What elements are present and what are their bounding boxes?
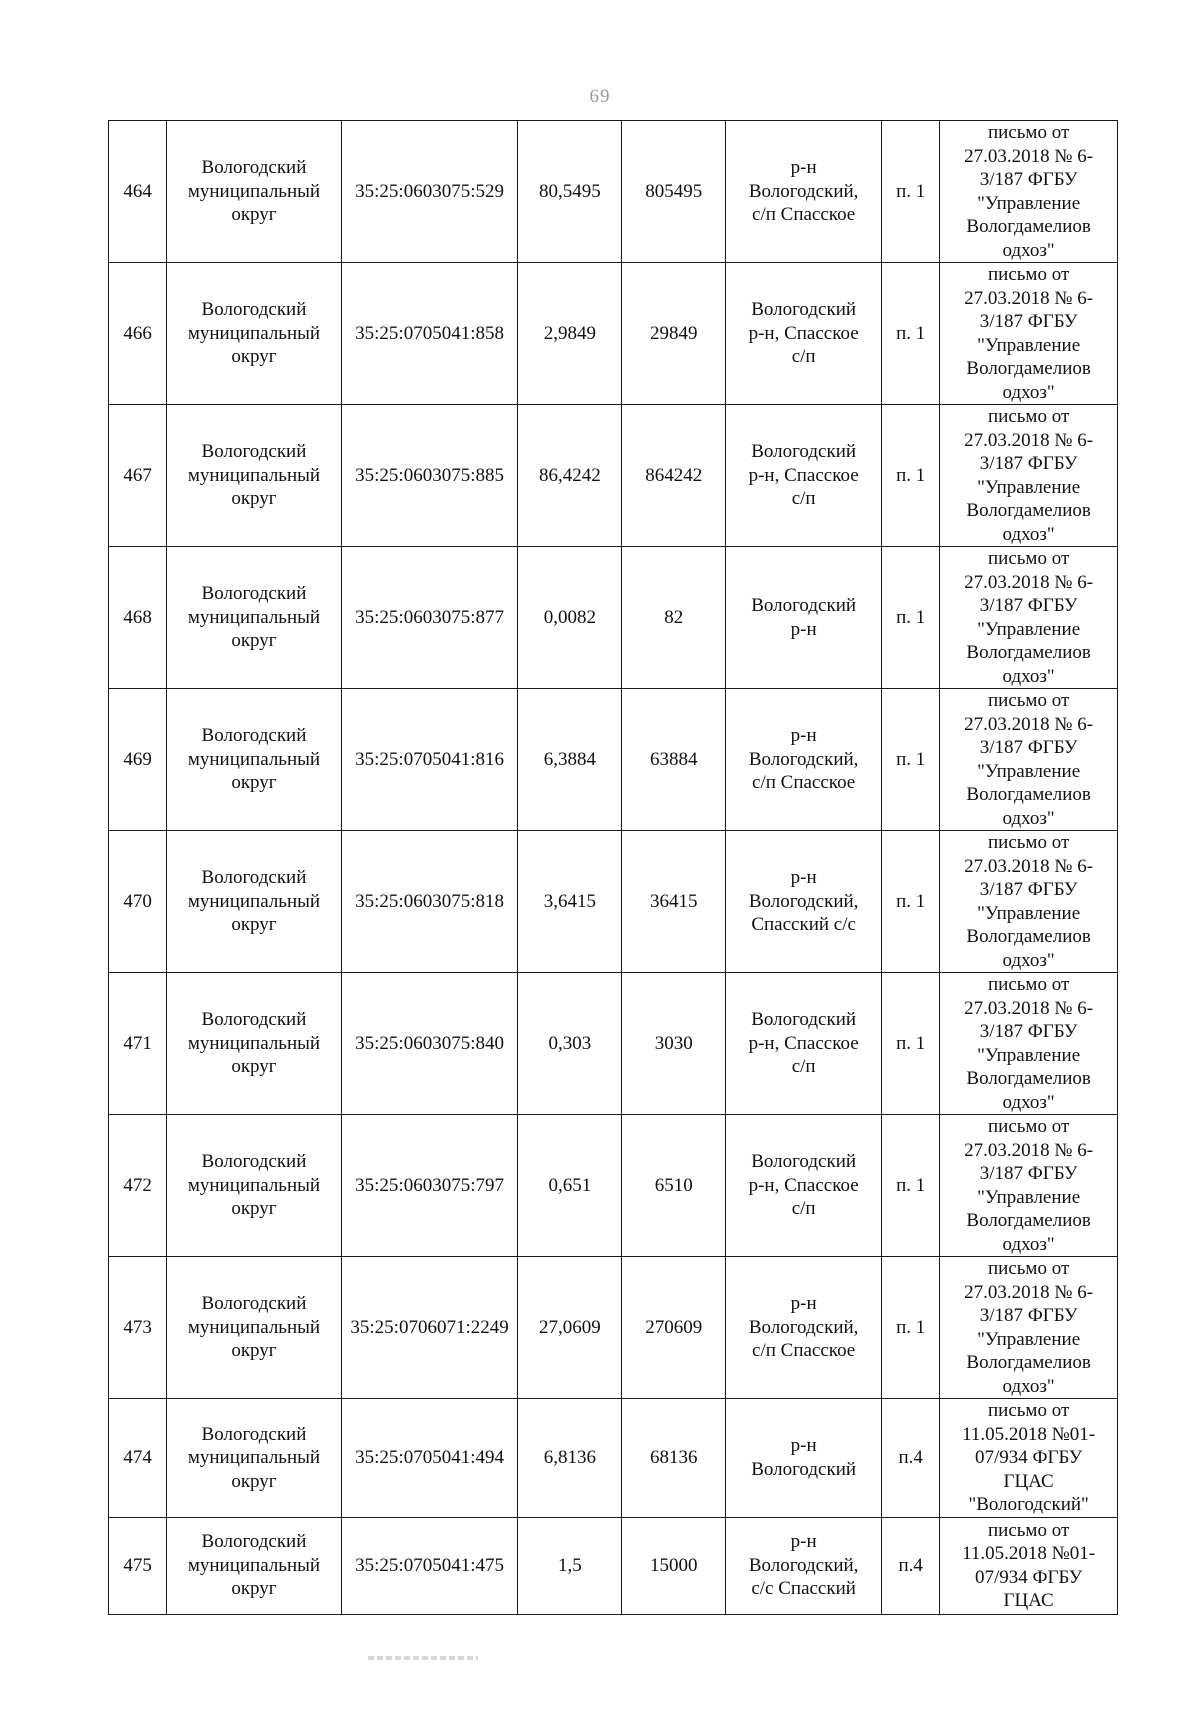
basis-document-cell xyxy=(940,1257,1118,1399)
municipality-line: Вологодский xyxy=(201,1151,307,1173)
area-hectares-cell: 0,303 xyxy=(518,973,622,1115)
cadastral-number-cell: 35:25:0706071:2249 xyxy=(341,1257,518,1399)
basis-document-line: 27.03.2018 № 6- xyxy=(964,429,1094,451)
basis-document-line: одхоз" xyxy=(1002,1233,1055,1255)
cadastral-number-cell: 35:25:0603075:877 xyxy=(341,547,518,689)
basis-document-line: письмо от xyxy=(987,690,1070,711)
basis-document-line: Вологдамелиов xyxy=(966,216,1091,237)
land-plots-table xyxy=(108,120,1118,1615)
location-line: р-н, Спасское xyxy=(748,1032,859,1054)
location-cell xyxy=(726,547,882,689)
municipality-line: Вологодский xyxy=(201,867,307,889)
location-line: р-н, Спасское xyxy=(748,464,859,486)
basis-document-line: письмо от xyxy=(987,264,1070,285)
location-cell xyxy=(726,1257,882,1399)
area-hectares-cell: 6,8136 xyxy=(518,1399,622,1518)
basis-document-cell xyxy=(940,547,1118,689)
location-line: Вологодский, xyxy=(748,1554,859,1576)
municipality-line: округ xyxy=(231,204,277,226)
location-cell xyxy=(726,831,882,973)
page-number: 69 xyxy=(589,86,611,107)
footer-mark xyxy=(368,1656,478,1660)
municipality-cell xyxy=(167,547,342,689)
location-line: Вологодский, xyxy=(748,1316,859,1338)
location-line: Вологодский xyxy=(751,595,857,616)
cadastral-number-cell: 35:25:0603075:885 xyxy=(341,405,518,547)
basis-document-line: 11.05.2018 №01- xyxy=(962,1543,1096,1564)
location-line: р-н xyxy=(790,867,817,889)
basis-document-line: ГЦАС xyxy=(1003,1470,1054,1492)
area-hectares-cell: 2,9849 xyxy=(518,263,622,405)
location-line: р-н, Спасское xyxy=(748,322,859,344)
location-cell xyxy=(726,973,882,1115)
location-line: с/п Спасское xyxy=(752,772,856,794)
basis-document-line: 07/934 ФГБУ xyxy=(975,1447,1083,1468)
table-row xyxy=(109,1115,1118,1257)
basis-document-line: "Управление xyxy=(977,1186,1081,1208)
location-line: р-н xyxy=(790,1531,817,1553)
area-sq-meters-cell: 805495 xyxy=(622,121,726,263)
location-line: с/п Спасское xyxy=(752,204,856,226)
area-sq-meters-cell: 15000 xyxy=(622,1517,726,1614)
basis-document-line: 3/187 ФГБУ xyxy=(979,1021,1078,1042)
clause-cell: п. 1 xyxy=(882,121,940,263)
basis-document-line: 11.05.2018 №01- xyxy=(962,1423,1096,1445)
municipality-cell xyxy=(167,1115,342,1257)
municipality-line: Вологодский xyxy=(201,1531,307,1553)
basis-document-line: Вологдамелиов xyxy=(966,1068,1091,1089)
municipality-cell xyxy=(167,973,342,1115)
area-sq-meters-cell: 63884 xyxy=(622,689,726,831)
basis-document-line: "Управление xyxy=(977,192,1081,214)
row-number-cell: 464 xyxy=(109,121,167,263)
row-number-cell: 470 xyxy=(109,831,167,973)
basis-document-line: одхоз" xyxy=(1002,239,1055,261)
basis-document-line: одхоз" xyxy=(1002,1091,1055,1113)
municipality-cell xyxy=(167,831,342,973)
municipality-cell xyxy=(167,263,342,405)
location-line: Вологодский, xyxy=(748,748,859,770)
location-line: р-н xyxy=(790,618,817,640)
clause-cell: п. 1 xyxy=(882,547,940,689)
municipality-line: Вологодский xyxy=(201,157,307,179)
basis-document-cell xyxy=(940,121,1118,263)
basis-document-line: Вологдамелиов xyxy=(966,1352,1091,1373)
clause-cell: п. 1 xyxy=(882,405,940,547)
basis-document-line: одхоз" xyxy=(1002,949,1055,971)
location-line: р-н xyxy=(790,725,817,747)
cadastral-number-cell: 35:25:0705041:816 xyxy=(341,689,518,831)
area-sq-meters-cell: 270609 xyxy=(622,1257,726,1399)
municipality-line: Вологодский xyxy=(201,583,307,605)
cadastral-number-cell: 35:25:0603075:797 xyxy=(341,1115,518,1257)
basis-document-line: "Вологодский" xyxy=(968,1494,1089,1515)
location-line: с/п xyxy=(791,488,816,510)
municipality-line: округ xyxy=(231,630,277,652)
basis-document-cell xyxy=(940,1399,1118,1518)
municipality-line: Вологодский xyxy=(201,725,307,747)
table-row xyxy=(109,973,1118,1115)
clause-cell: п. 1 xyxy=(882,973,940,1115)
table-row xyxy=(109,405,1118,547)
municipality-cell xyxy=(167,121,342,263)
location-cell xyxy=(726,263,882,405)
area-hectares-cell: 80,5495 xyxy=(518,121,622,263)
clause-cell: п.4 xyxy=(882,1399,940,1518)
municipality-line: Вологодский xyxy=(201,1009,307,1031)
basis-document-line: одхоз" xyxy=(1002,1375,1055,1397)
basis-document-line: "Управление xyxy=(977,476,1081,498)
basis-document-line: письмо от xyxy=(987,832,1070,853)
basis-document-line: 27.03.2018 № 6- xyxy=(964,1281,1094,1303)
municipality-line: муниципальный xyxy=(187,1032,321,1054)
basis-document-line: письмо от xyxy=(987,406,1070,427)
municipality-line: округ xyxy=(231,1470,277,1492)
location-cell xyxy=(726,1517,882,1614)
basis-document-line: Вологдамелиов xyxy=(966,500,1091,521)
municipality-line: Вологодский xyxy=(201,299,307,321)
basis-document-line: 07/934 ФГБУ xyxy=(975,1566,1083,1588)
basis-document-line: 3/187 ФГБУ xyxy=(979,879,1078,900)
basis-document-line: письмо от xyxy=(987,1116,1070,1137)
basis-document-line: "Управление xyxy=(977,1328,1081,1350)
location-line: Вологодский xyxy=(751,1458,857,1480)
basis-document-cell xyxy=(940,405,1118,547)
basis-document-line: письмо от xyxy=(987,1519,1070,1541)
basis-document-line: письмо от xyxy=(987,974,1070,995)
basis-document-line: "Управление xyxy=(977,902,1081,924)
basis-document-line: "Управление xyxy=(977,1044,1081,1066)
table-row xyxy=(109,1257,1118,1399)
municipality-line: округ xyxy=(231,772,277,794)
area-hectares-cell: 1,5 xyxy=(518,1517,622,1614)
municipality-line: округ xyxy=(231,1340,277,1362)
basis-document-line: 27.03.2018 № 6- xyxy=(964,571,1094,593)
basis-document-line: Вологдамелиов xyxy=(966,1210,1091,1231)
basis-document-cell xyxy=(940,263,1118,405)
municipality-line: округ xyxy=(231,346,277,368)
area-hectares-cell: 27,0609 xyxy=(518,1257,622,1399)
location-line: р-н, Спасское xyxy=(748,1174,859,1196)
row-number-cell: 471 xyxy=(109,973,167,1115)
basis-document-line: "Управление xyxy=(977,618,1081,640)
municipality-line: Вологодский xyxy=(201,441,307,463)
location-cell xyxy=(726,1399,882,1518)
table-row xyxy=(109,1399,1118,1518)
basis-document-line: 27.03.2018 № 6- xyxy=(964,997,1094,1019)
row-number-cell: 473 xyxy=(109,1257,167,1399)
basis-document-line: "Управление xyxy=(977,334,1081,356)
table-row xyxy=(109,547,1118,689)
basis-document-line: ГЦАС xyxy=(1003,1590,1054,1611)
location-cell xyxy=(726,405,882,547)
municipality-cell xyxy=(167,1517,342,1614)
basis-document-line: письмо от xyxy=(987,548,1070,569)
municipality-cell xyxy=(167,405,342,547)
basis-document-line: 3/187 ФГБУ xyxy=(979,1163,1078,1184)
row-number-cell: 469 xyxy=(109,689,167,831)
row-number-cell: 468 xyxy=(109,547,167,689)
basis-document-line: 3/187 ФГБУ xyxy=(979,311,1078,332)
basis-document-line: письмо от xyxy=(987,1400,1070,1421)
table-row xyxy=(109,263,1118,405)
municipality-line: Вологодский xyxy=(201,1293,307,1315)
basis-document-line: 27.03.2018 № 6- xyxy=(964,855,1094,877)
area-sq-meters-cell: 82 xyxy=(622,547,726,689)
basis-document-line: 3/187 ФГБУ xyxy=(979,1305,1078,1326)
table-body xyxy=(109,121,1118,1615)
basis-document-line: 3/187 ФГБУ xyxy=(979,169,1078,190)
clause-cell: п. 1 xyxy=(882,831,940,973)
municipality-line: муниципальный xyxy=(187,1447,321,1468)
basis-document-line: 27.03.2018 № 6- xyxy=(964,1139,1094,1161)
basis-document-cell xyxy=(940,689,1118,831)
basis-document-line: 27.03.2018 № 6- xyxy=(964,713,1094,735)
basis-document-line: письмо от xyxy=(987,1258,1070,1279)
area-hectares-cell: 0,651 xyxy=(518,1115,622,1257)
row-number-cell: 472 xyxy=(109,1115,167,1257)
municipality-cell xyxy=(167,689,342,831)
area-sq-meters-cell: 68136 xyxy=(622,1399,726,1518)
municipality-line: округ xyxy=(231,1578,277,1600)
municipality-line: муниципальный xyxy=(187,1316,321,1338)
municipality-line: округ xyxy=(231,914,277,936)
municipality-line: муниципальный xyxy=(187,748,321,770)
municipality-line: муниципальный xyxy=(187,890,321,912)
cadastral-number-cell: 35:25:0603075:529 xyxy=(341,121,518,263)
basis-document-line: одхоз" xyxy=(1002,523,1055,545)
area-hectares-cell: 0,0082 xyxy=(518,547,622,689)
cadastral-number-cell: 35:25:0705041:494 xyxy=(341,1399,518,1518)
basis-document-cell xyxy=(940,1115,1118,1257)
cadastral-number-cell: 35:25:0705041:475 xyxy=(341,1517,518,1614)
location-line: Вологодский, xyxy=(748,890,859,912)
area-sq-meters-cell: 3030 xyxy=(622,973,726,1115)
location-line: с/п xyxy=(791,1198,816,1220)
area-sq-meters-cell: 6510 xyxy=(622,1115,726,1257)
area-sq-meters-cell: 864242 xyxy=(622,405,726,547)
location-line: р-н xyxy=(790,1293,817,1315)
basis-document-line: 3/187 ФГБУ xyxy=(979,595,1078,616)
municipality-line: муниципальный xyxy=(187,180,321,202)
table-row xyxy=(109,121,1118,263)
row-number-cell: 474 xyxy=(109,1399,167,1518)
basis-document-line: Вологдамелиов xyxy=(966,784,1091,805)
municipality-line: округ xyxy=(231,488,277,510)
location-cell xyxy=(726,689,882,831)
row-number-cell: 466 xyxy=(109,263,167,405)
municipality-line: муниципальный xyxy=(187,606,321,628)
area-hectares-cell: 3,6415 xyxy=(518,831,622,973)
table-row xyxy=(109,1517,1118,1614)
clause-cell: п. 1 xyxy=(882,1115,940,1257)
basis-document-line: одхоз" xyxy=(1002,665,1055,687)
municipality-line: округ xyxy=(231,1198,277,1220)
basis-document-line: письмо от xyxy=(987,122,1070,143)
basis-document-line: Вологдамелиов xyxy=(966,926,1091,947)
location-line: Вологодский xyxy=(751,441,857,463)
municipality-line: Вологодский xyxy=(201,1423,307,1445)
clause-cell: п. 1 xyxy=(882,1257,940,1399)
basis-document-line: одхоз" xyxy=(1002,807,1055,829)
row-number-cell: 467 xyxy=(109,405,167,547)
municipality-line: округ xyxy=(231,1056,277,1078)
location-line: р-н xyxy=(790,157,817,179)
basis-document-line: 27.03.2018 № 6- xyxy=(964,287,1094,309)
clause-cell: п.4 xyxy=(882,1517,940,1614)
location-line: р-н xyxy=(790,1435,817,1457)
basis-document-line: "Управление xyxy=(977,760,1081,782)
basis-document-line: 27.03.2018 № 6- xyxy=(964,145,1094,167)
row-number-cell: 475 xyxy=(109,1517,167,1614)
location-line: Вологодский xyxy=(751,1009,857,1031)
municipality-cell xyxy=(167,1257,342,1399)
table-row xyxy=(109,689,1118,831)
basis-document-line: одхоз" xyxy=(1002,381,1055,403)
basis-document-line: Вологдамелиов xyxy=(966,358,1091,379)
location-cell xyxy=(726,1115,882,1257)
area-sq-meters-cell: 36415 xyxy=(622,831,726,973)
location-line: с/с Спасский xyxy=(751,1578,856,1600)
cadastral-number-cell: 35:25:0705041:858 xyxy=(341,263,518,405)
municipality-line: муниципальный xyxy=(187,464,321,486)
basis-document-cell xyxy=(940,973,1118,1115)
basis-document-cell xyxy=(940,831,1118,973)
location-line: Вологодский xyxy=(751,299,857,321)
location-line: с/п xyxy=(791,346,816,368)
area-hectares-cell: 6,3884 xyxy=(518,689,622,831)
location-line: с/п xyxy=(791,1056,816,1078)
municipality-line: муниципальный xyxy=(187,1554,321,1576)
location-cell xyxy=(726,121,882,263)
clause-cell: п. 1 xyxy=(882,263,940,405)
clause-cell: п. 1 xyxy=(882,689,940,831)
basis-document-line: 3/187 ФГБУ xyxy=(979,453,1078,474)
cadastral-number-cell: 35:25:0603075:818 xyxy=(341,831,518,973)
cadastral-number-cell: 35:25:0603075:840 xyxy=(341,973,518,1115)
basis-document-line: 3/187 ФГБУ xyxy=(979,737,1078,758)
area-sq-meters-cell: 29849 xyxy=(622,263,726,405)
location-line: Вологодский xyxy=(751,1151,857,1173)
municipality-line: муниципальный xyxy=(187,1174,321,1196)
municipality-line: муниципальный xyxy=(187,322,321,344)
location-line: Спасский с/с xyxy=(751,914,856,936)
basis-document-cell xyxy=(940,1517,1118,1614)
area-hectares-cell: 86,4242 xyxy=(518,405,622,547)
table-row xyxy=(109,831,1118,973)
municipality-cell xyxy=(167,1399,342,1518)
location-line: Вологодский, xyxy=(748,180,859,202)
basis-document-line: Вологдамелиов xyxy=(966,642,1091,663)
location-line: с/п Спасское xyxy=(752,1340,856,1362)
